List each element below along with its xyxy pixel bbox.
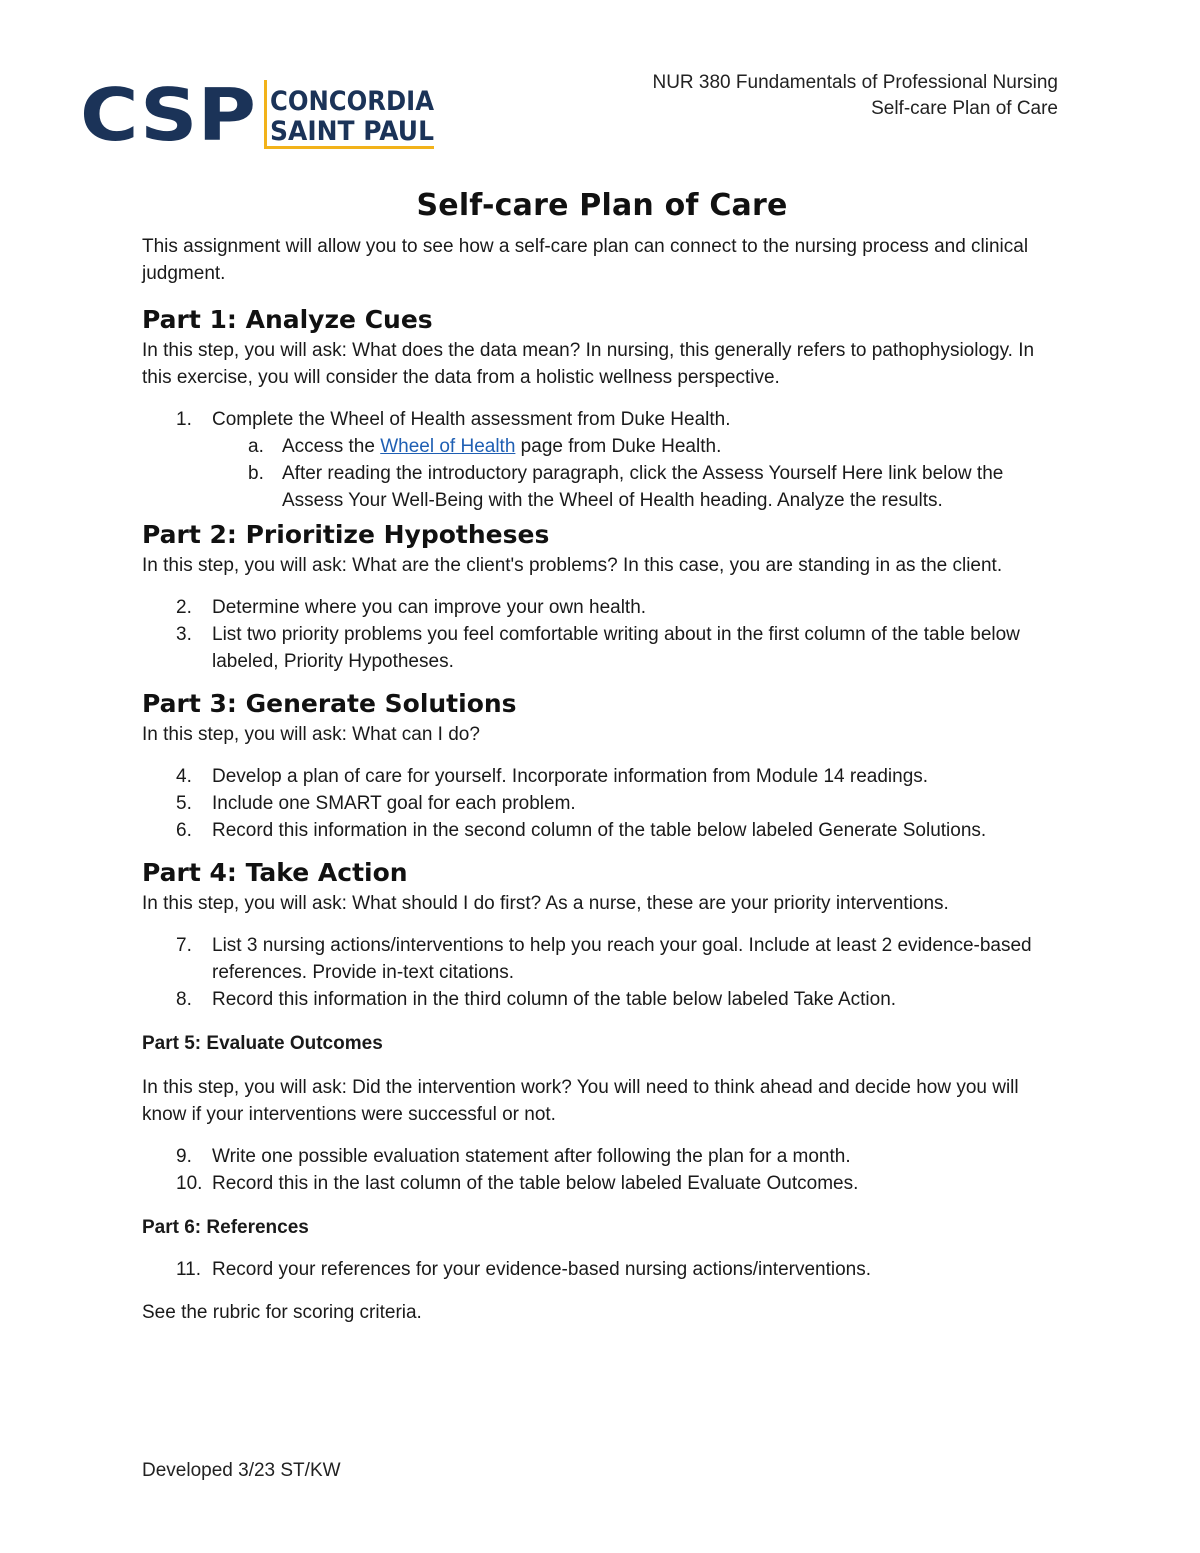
part4-description: In this step, you will ask: What should I do first? As a nurse, these are your priority interventions. [142, 893, 949, 914]
part2-list [142, 594, 1062, 675]
list-item [142, 986, 1062, 1013]
list-item [142, 460, 1062, 514]
part1-list [142, 406, 1062, 514]
closing-note: See the rubric for scoring criteria. [142, 1302, 422, 1323]
logo-mark: CSP [80, 80, 256, 150]
logo-line1: CONCORDIA [270, 86, 435, 117]
part2-description: In this step, you will ask: What are the client's problems? In this case, you are standing in as the client. [142, 555, 1003, 576]
page-title: Self-care Plan of Care [416, 188, 788, 223]
list-item [142, 406, 1062, 514]
item-number: 7. [176, 935, 192, 956]
list-item [142, 817, 1062, 844]
page-footer: Developed 3/23 ST/KW [142, 1460, 341, 1481]
csp-logo [80, 80, 440, 150]
item-text: Complete the Wheel of Health assessment from Duke Health. [212, 409, 731, 430]
wheel-of-health-link[interactable]: Wheel of Health [380, 436, 516, 457]
part3-description: In this step, you will ask: What can I do? [142, 724, 480, 745]
document-body [142, 188, 1062, 1326]
list-item [142, 433, 1062, 460]
item-letter: b. [248, 463, 264, 484]
item-text-pre: Access the [282, 436, 381, 457]
part1-description: In this step, you will ask: What does the data mean? In nursing, this generally refers to pathophysiology. In this exercise, you will consider the data from a holistic wellness perspective. [142, 340, 1035, 388]
list-item [142, 1170, 1062, 1197]
logo-divider [264, 80, 267, 148]
item-text: Record your references for your evidence-based nursing actions/interventions. [212, 1259, 872, 1280]
item-number: 11. [176, 1259, 202, 1280]
item-number: 4. [176, 766, 192, 787]
item-number: 10. [176, 1173, 203, 1194]
part1-heading: Part 1: Analyze Cues [142, 305, 433, 334]
list-item [142, 932, 1062, 986]
list-item [142, 763, 1062, 790]
item-number: 6. [176, 820, 192, 841]
part1-sublist [142, 433, 1062, 514]
item-text: Include one SMART goal for each problem. [212, 793, 576, 814]
list-item [142, 594, 1062, 621]
item-number: 9. [176, 1146, 192, 1167]
list-item [142, 1256, 1062, 1283]
part2-heading: Part 2: Prioritize Hypotheses [142, 520, 550, 549]
item-text: Develop a plan of care for yourself. Incorporate information from Module 14 readings. [212, 766, 929, 787]
intro-paragraph: This assignment will allow you to see how a self-care plan can connect to the nursing process and clinical judgment. [142, 236, 1029, 284]
item-number: 2. [176, 597, 192, 618]
part5-heading: Part 5: Evaluate Outcomes [142, 1033, 383, 1054]
item-text: Record this information in the third column of the table below labeled Take Action. [212, 989, 897, 1010]
item-text: Determine where you can improve your own health. [212, 597, 647, 618]
item-number: 8. [176, 989, 192, 1010]
page-header [652, 70, 1058, 122]
item-text: List two priority problems you feel comfortable writing about in the first column of the table below labeled, Priority Hypotheses. [212, 624, 1020, 672]
part5-list [142, 1143, 1062, 1197]
document-name: Self-care Plan of Care [871, 98, 1058, 119]
item-number: 3. [176, 624, 192, 645]
concordia-logo-icon [80, 80, 440, 150]
item-text: Record this information in the second column of the table below labeled Generate Solutions. [212, 820, 987, 841]
part5-description: In this step, you will ask: Did the intervention work? You will need to think ahead and decide how you will know if your interventions were successful or not. [142, 1077, 1019, 1125]
part4-heading: Part 4: Take Action [142, 858, 408, 887]
part6-heading: Part 6: References [142, 1217, 309, 1238]
item-number: 1. [176, 409, 192, 430]
item-text: Record this in the last column of the table below labeled Evaluate Outcomes. [212, 1173, 859, 1194]
list-item [142, 621, 1062, 675]
part4-list [142, 932, 1062, 1013]
item-text: Write one possible evaluation statement after following the plan for a month. [212, 1146, 851, 1167]
item-text-post: page from Duke Health. [515, 436, 722, 457]
logo-line2: SAINT PAUL [270, 116, 434, 147]
list-item [142, 1143, 1062, 1170]
part6-list [142, 1256, 1062, 1283]
item-letter: a. [248, 436, 264, 457]
list-item [142, 790, 1062, 817]
course-name: NUR 380 Fundamentals of Professional Nursing [652, 72, 1058, 93]
item-text: After reading the introductory paragraph, click the Assess Yourself Here link below the Assess Your Well-Being with the Wheel of Health heading. Analyze the results. [282, 463, 1004, 511]
part3-heading: Part 3: Generate Solutions [142, 689, 517, 718]
item-number: 5. [176, 793, 192, 814]
item-text: List 3 nursing actions/interventions to help you reach your goal. Include at least 2 evidence-based references. Provide in-text citations. [212, 935, 1032, 983]
part3-list [142, 763, 1062, 844]
